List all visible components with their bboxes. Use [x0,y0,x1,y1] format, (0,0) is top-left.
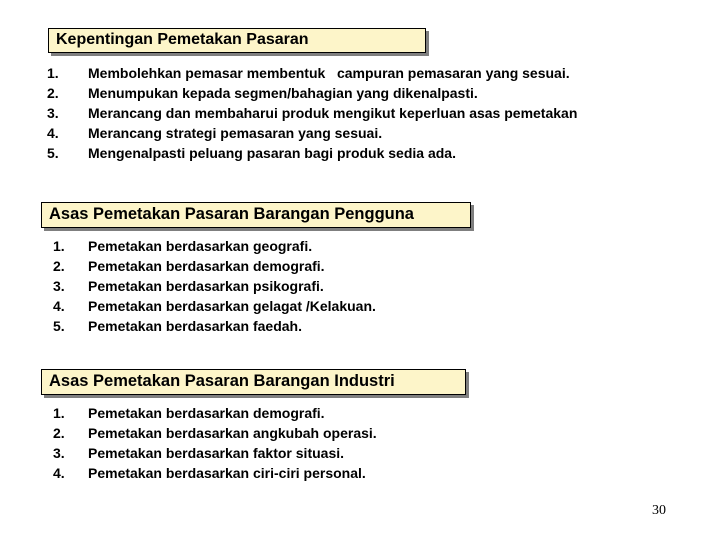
section-2-title: Asas Pemetakan Pasaran Barangan Pengguna [49,205,414,223]
item-number: 2. [47,85,59,101]
item-text: Membolehkan pemasar membentuk campuran pemasaran yang sesuai. [88,65,570,81]
item-text: Pemetakan berdasarkan demografi. [88,405,325,421]
list-item [53,296,376,316]
item-number: 3. [47,105,59,121]
section-3-title: Asas Pemetakan Pasaran Barangan Industri [49,372,395,390]
item-text: Pemetakan berdasarkan angkubah operasi. [88,425,377,441]
item-text: Pemetakan berdasarkan geografi. [88,238,313,254]
section-1-title: Kepentingan Pemetakan Pasaran [56,31,309,48]
item-text: Pemetakan berdasarkan faktor situasi. [88,445,345,461]
page-number: 30 [652,503,666,518]
item-text: Merancang strategi pemasaran yang sesuai. [88,125,383,141]
item-text: Pemetakan berdasarkan gelagat /Kelakuan. [88,298,376,314]
item-number: 1. [47,65,59,81]
item-text: Pemetakan berdasarkan demografi. [88,258,325,274]
list-item [53,423,377,443]
item-text: Merancang dan membaharui produk mengikut keperluan asas pemetakan [88,105,578,121]
item-number: 4. [47,125,59,141]
list-item [47,103,577,123]
list-item [53,236,376,256]
item-number: 3. [53,445,65,461]
item-number: 4. [53,298,65,314]
list-item [53,443,377,463]
section-2-heading [41,202,471,228]
list-item [53,316,376,336]
item-number: 1. [53,238,65,254]
list-item [47,143,577,163]
item-number: 5. [47,145,59,161]
section-2-list [53,236,376,336]
item-number: 3. [53,278,65,294]
item-number: 4. [53,465,65,481]
list-item [53,463,377,483]
item-text: Pemetakan berdasarkan ciri-ciri personal. [88,465,366,481]
list-item [47,123,577,143]
list-item [53,403,377,423]
section-3-heading [41,369,466,395]
section-1-list [47,63,577,163]
list-item [47,63,577,83]
item-text: Mengenalpasti peluang pasaran bagi produk sedia ada. [88,145,456,161]
item-number: 2. [53,425,65,441]
list-item [47,83,577,103]
item-number: 2. [53,258,65,274]
section-1-heading [48,28,426,53]
item-text: Pemetakan berdasarkan faedah. [88,318,302,334]
section-3-list [53,403,377,483]
item-text: Pemetakan berdasarkan psikografi. [88,278,324,294]
item-number: 5. [53,318,65,334]
item-text: Menumpukan kepada segmen/bahagian yang dikenalpasti. [88,85,478,101]
list-item [53,256,376,276]
item-number: 1. [53,405,65,421]
list-item [53,276,376,296]
